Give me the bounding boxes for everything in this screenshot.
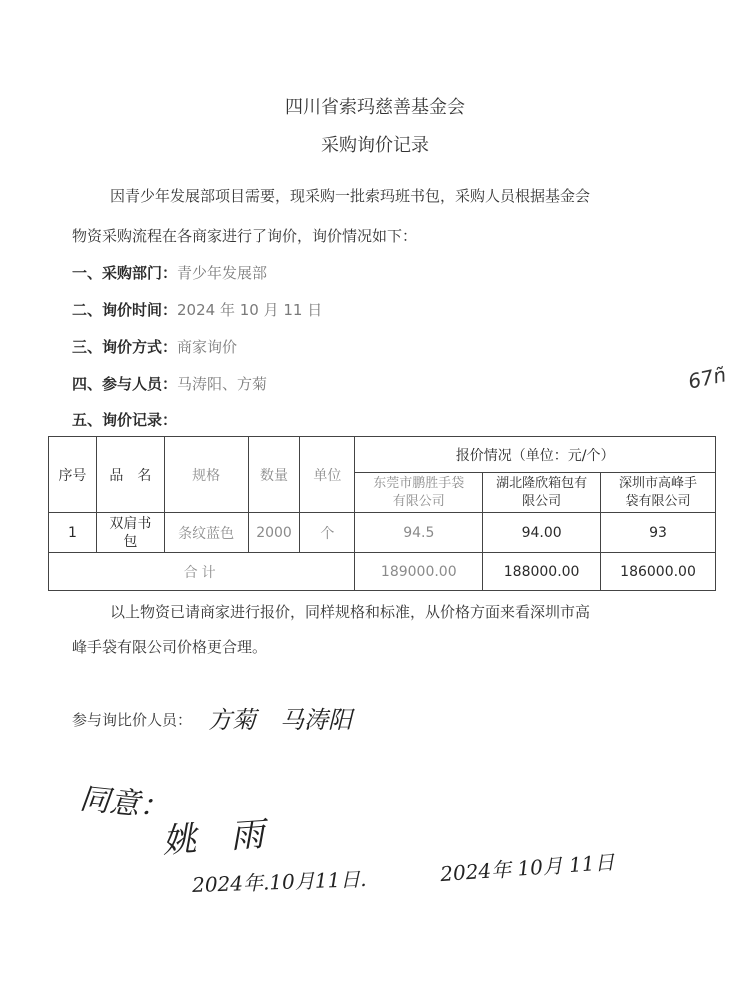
header-unit: 单位: [300, 437, 355, 513]
document-title: 采购询价记录: [321, 135, 429, 156]
field-inquiry-time: [72, 299, 322, 320]
approver-signature: 姚 雨: [160, 814, 266, 862]
supplier-3-line1: 深圳市高峰手: [619, 475, 698, 491]
row-price-3: 93: [601, 513, 716, 553]
document-date-handwritten: 2024年 10月 11日: [439, 849, 616, 887]
total-label: 合计: [49, 553, 355, 591]
handwritten-page-mark: 67ñ: [685, 362, 729, 394]
participants-signature-label: 参与询比价人员：: [72, 711, 193, 729]
row-no: 1: [49, 513, 97, 553]
inquiry-method-label: 三、询价方式：: [72, 338, 178, 356]
intro-line-1: 因青少年发展部项目需要，现采购一批索玛班书包，采购人员根据基金会: [110, 187, 591, 205]
approval-agree-handwritten: 同意：: [78, 781, 172, 826]
total-value-3: 186000.00: [601, 553, 716, 591]
row-unit: 个: [300, 513, 355, 553]
field-inquiry-method: [72, 336, 237, 357]
supplier-3: [601, 473, 716, 513]
participants-handwritten-signatures: 方菊 马涛阳: [208, 706, 352, 734]
department-value: 青少年发展部: [177, 264, 268, 282]
row-price-1: 94.5: [355, 513, 483, 553]
row-quantity: 2000: [248, 513, 300, 553]
field-department: [72, 262, 267, 283]
department-label: 一、采购部门：: [72, 264, 178, 282]
header-spec: 规格: [164, 437, 248, 513]
header-quantity: 数量: [248, 437, 300, 513]
participants-signature-line: [72, 709, 192, 730]
field-participants: [72, 373, 267, 394]
row-item-name-line2: 包: [123, 533, 138, 550]
inquiry-table: [48, 436, 716, 591]
inquiry-time-value: 2024 年 10 月 11 日: [177, 301, 323, 319]
approval-date-handwritten: 2024年.10月11日.: [191, 866, 367, 898]
field-inquiry-record: [72, 409, 177, 430]
organization-title: 四川省索玛慈善基金会: [285, 97, 465, 118]
row-item-name-line1: 双肩书: [109, 515, 152, 532]
supplier-1-line2: 有限公司: [392, 493, 445, 509]
row-item-name: [96, 513, 164, 553]
header-no: 序号: [49, 437, 97, 513]
row-price-2: 94.00: [483, 513, 601, 553]
row-spec: 条纹蓝色: [164, 513, 248, 553]
participants-label: 四、参与人员：: [72, 375, 178, 393]
participants-value: 马涛阳、方菊: [177, 375, 268, 393]
conclusion-line-1: 以上物资已请商家进行报价，同样规格和标准，从价格方面来看深圳市高: [110, 603, 591, 621]
table-row: [49, 513, 716, 553]
supplier-2: [483, 473, 601, 513]
supplier-2-line2: 限公司: [522, 493, 562, 509]
supplier-1-line1: 东莞市鹏胜手袋: [373, 475, 465, 491]
table-total-row: [49, 553, 716, 591]
inquiry-time-label: 二、询价时间：: [72, 301, 178, 319]
supplier-2-line1: 湖北隆欣箱包有: [496, 475, 588, 491]
table-header-row: [49, 437, 716, 473]
total-value-2: 188000.00: [483, 553, 601, 591]
header-quote: 报价情况（单位：元/个）: [355, 437, 716, 473]
intro-line-2: 物资采购流程在各商家进行了询价，询价情况如下：: [72, 227, 418, 245]
inquiry-method-value: 商家询价: [177, 338, 238, 356]
supplier-1: [355, 473, 483, 513]
total-value-1: 189000.00: [355, 553, 483, 591]
header-item-name: 品 名: [96, 437, 164, 513]
inquiry-record-label: 五、询价记录：: [72, 411, 178, 429]
supplier-3-line2: 袋有限公司: [625, 493, 691, 509]
conclusion-line-2: 峰手袋有限公司价格更合理。: [72, 638, 268, 656]
